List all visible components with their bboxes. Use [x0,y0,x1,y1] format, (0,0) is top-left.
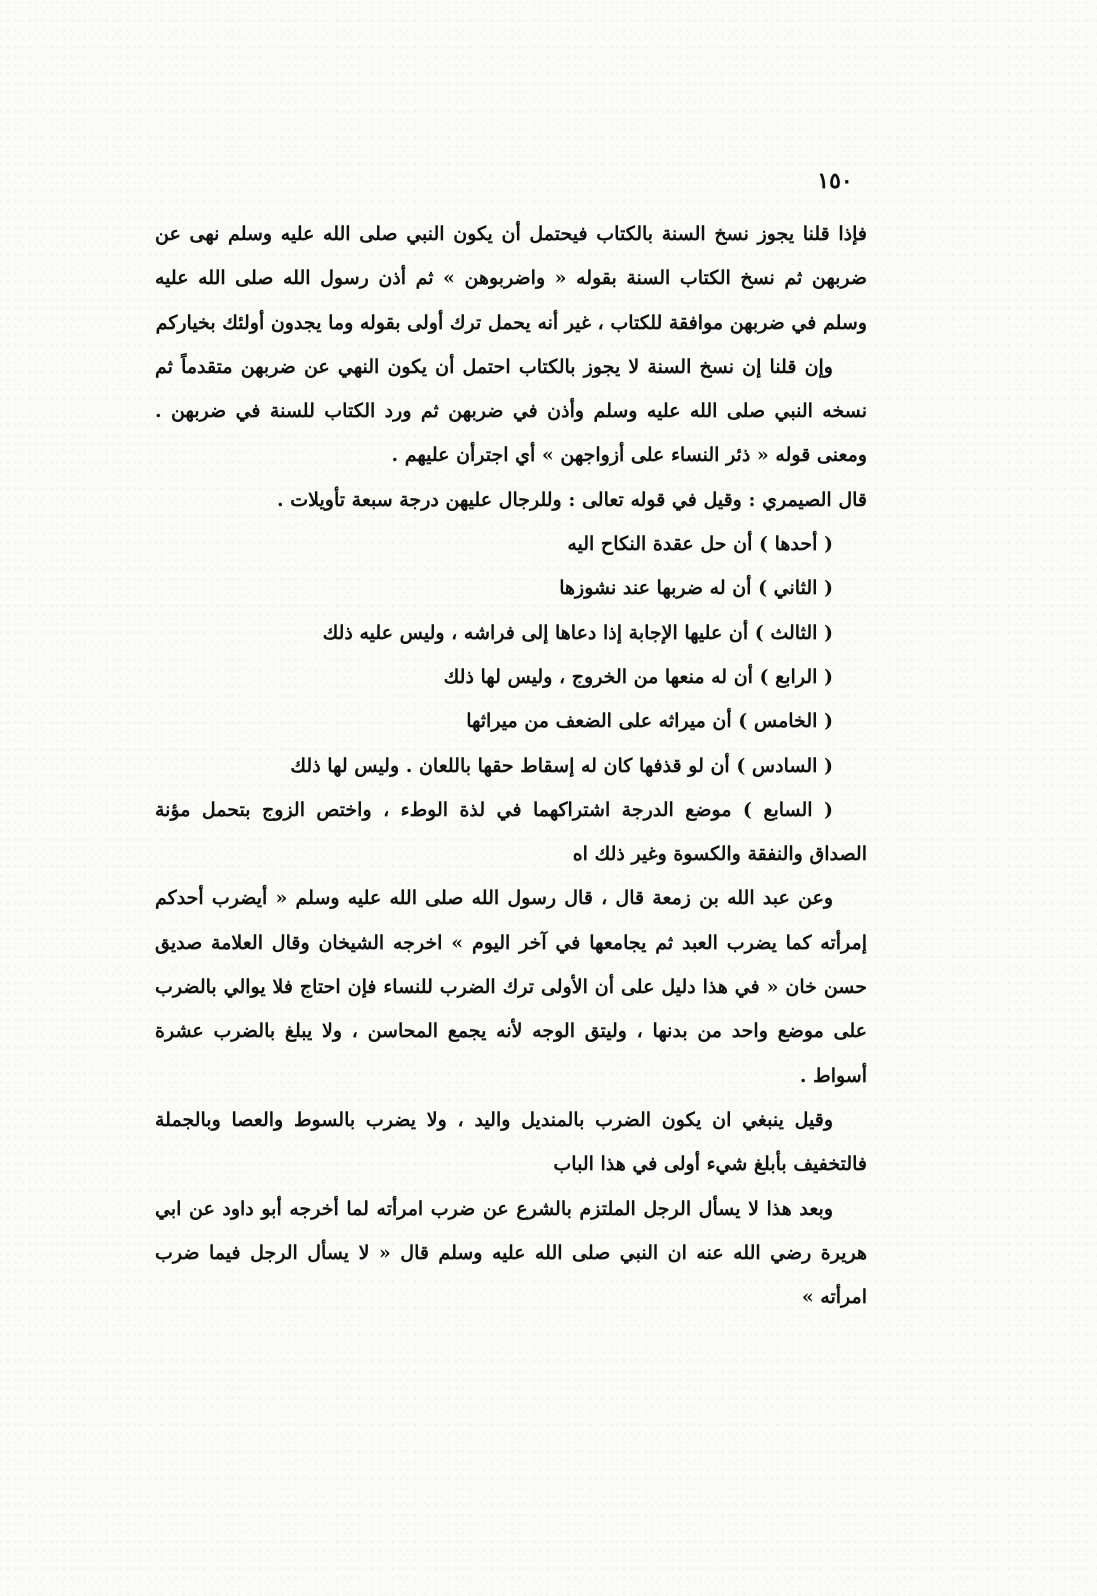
paragraph-saymari: قال الصيمري : وقيل في قوله تعالى : وللرجال عليهن درجة سبعة تأويلات . [277,488,867,511]
paragraph-hadith-zamaa: وعن عبد الله بن زمعة قال ، قال رسول الله صلى الله عليه وسلم « أيضرب أحدكم إمرأته كما يضرب العبد ثم يجامعها في آخر اليوم » اخرجه الشيخان وقال العلامة صديق حسن خان « في هذا دليل على أن الأولى ترك الضرب للنساء فإن احتاج فلا يوالي بالضرب على موضع واحد من بدنها ، وليتق الوجه لأنه يجمع المحاسن ، ولا يبلغ بالضرب عشرة أسواط . [155,887,867,1087]
interpretation-7: ( السابع ) موضع الدرجة اشتراكهما في لذة الوطء ، واختص الزوج بتحمل مؤنة الصداق والنفقة والكسوة وغير ذلك اه [155,798,867,866]
interpretation-4: ( الرابع ) أن له منعها من الخروج ، وليس لها ذلك [443,665,833,688]
interpretation-3: ( الثالث ) أن عليها الإجابة إذا دعاها إلى فراشه ، وليس عليه ذلك [322,621,833,644]
paragraph-abrogation-1: فإذا قلنا يجوز نسخ السنة بالكتاب فيحتمل أن يكون النبي صلى الله عليه وسلم نهى عن ضربهن ثم نسخ الكتاب السنة بقوله « واضربوهن » ثم أذن رسول الله صلى الله عليه وسلم في ضربهن موافقة للكتاب ، غير أنه يحمل ترك أولى بقوله وما يجدون أولئك بخياركم [155,223,867,334]
paragraph-abu-dawud: وبعد هذا لا يسأل الرجل الملتزم بالشرع عن ضرب امرأته لما أخرجه أبو داود عن ابي هريرة رضي الله عنه ان النبي صلى الله عليه وسلم قال « لا يسأل الرجل فيما ضرب امرأته » [155,1197,867,1309]
paragraph-light-striking: وقيل ينبغي ان يكون الضرب بالمنديل واليد ، ولا يضرب بالسوط والعصا وبالجملة فالتخفيف بأبلغ شيء أولى في هذا الباب [155,1108,867,1176]
interpretation-2: ( الثاني ) أن له ضربها عند نشوزها [559,577,833,600]
interpretation-6: ( السادس ) أن لو قذفها كان له إسقاط حقها باللعان . وليس لها ذلك [290,754,833,777]
interpretation-1: ( أحدها ) أن حل عقدة النكاح اليه [567,533,833,556]
interpretation-5: ( الخامس ) أن ميراثه على الضعف من ميراثها [466,710,833,733]
paragraph-abrogation-2: وإن قلنا إن نسخ السنة لا يجوز بالكتاب احتمل أن يكون النهي عن ضربهن متقدماً ثم نسخه النبي صلى الله عليه وسلم وأذن في ضربهن ثم ورد الكتاب للسنة في ضربهن . ومعنى قوله « ذئر النساء على أزواجهن » أي اجترأن عليهم . [155,355,867,467]
page-body-text [155,212,867,1319]
page-number: ١٥٠ [817,168,853,194]
